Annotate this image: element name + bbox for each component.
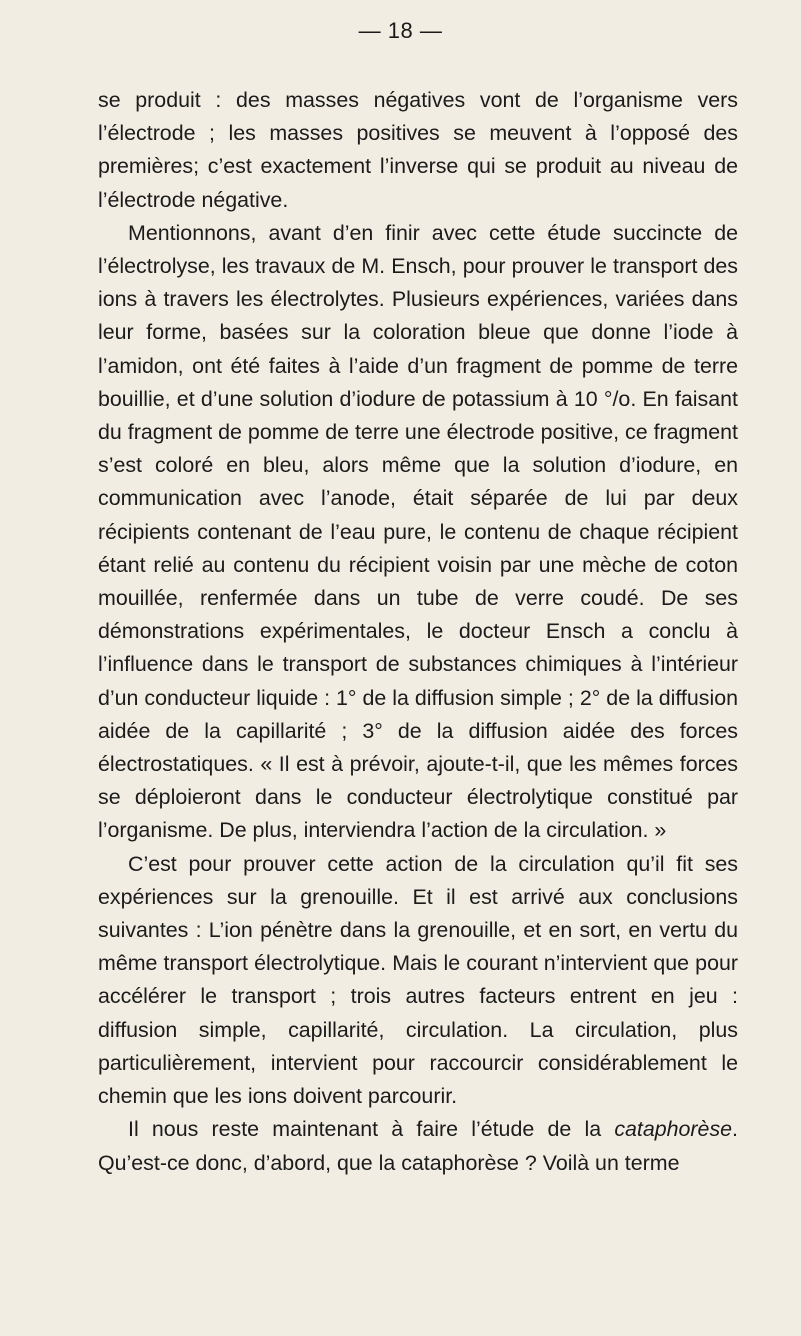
paragraph-1: se produit : des masses négatives vont de l’organisme vers l’électrode ; les masses positives se meuvent à l’opposé des premières; c’est exactement l’inverse qui se produit au niveau de l’électrode négative. xyxy=(98,88,738,212)
paragraph-2: Mentionnons, avant d’en finir avec cette étude succincte de l’électrolyse, les travaux de M. Ensch, pour prouver le transport des ions à travers les électrolytes. Plusieurs expériences, variées dans leur forme, basées sur la coloration bleue que donne l’iode à l’amidon, ont été faites à l’aide d’un fragment de pomme de terre bouillie, et d’une solution d’iodure de potassium à 10 °/o. En faisant du fragment de pomme de terre une électrode positive, ce fragment s’est coloré en bleu, alors même que la solution d’iodure, en communication avec l’anode, était séparée de lui par deux récipients contenant de l’eau pure, le contenu de chaque récipient étant relié au contenu du récipient voisin par une mèche de coton mouillée, renfermée dans un tube de verre coudé. De ses démonstrations expérimentales, le docteur Ensch a conclu à l’influence dans le transport de substances chimiques à l’intérieur d’un conducteur liquide : 1° de la diffusion simple ; 2° de la diffusion aidée de la capillarité ; 3° de la diffusion aidée des forces électrostatiques. « Il est à prévoir, ajoute-t-il, que les mêmes forces se déploieront dans le conducteur électrolytique constitué par l’organisme. De plus, interviendra l’action de la circulation. » xyxy=(98,220,738,843)
body-text xyxy=(98,84,738,1180)
paragraph-4 xyxy=(98,1113,738,1179)
paragraph-4-start: Il nous reste maintenant à faire l’étude de la xyxy=(128,1117,615,1142)
paragraph-3: C’est pour prouver cette action de la circulation qu’il fit ses expériences sur la grenouille. Et il est arrivé aux conclusions suivantes : L’ion pénètre dans la grenouille, et en sort, en vertu du même transport électrolytique. Mais le courant n’intervient que pour accélérer le transport ; trois autres facteurs entrent en jeu : diffusion simple, capillarité, circulation. La circulation, plus particulièrement, intervient pour raccourcir considérablement le chemin que les ions doivent parcourir. xyxy=(98,851,738,1109)
paragraph-4-end: . Qu’est-ce donc, d’abord, que la cataphorèse ? Voilà un terme xyxy=(98,1117,738,1175)
page-number: — 18 — xyxy=(358,18,443,43)
term-cataphorese: cataphorèse xyxy=(614,1117,733,1142)
